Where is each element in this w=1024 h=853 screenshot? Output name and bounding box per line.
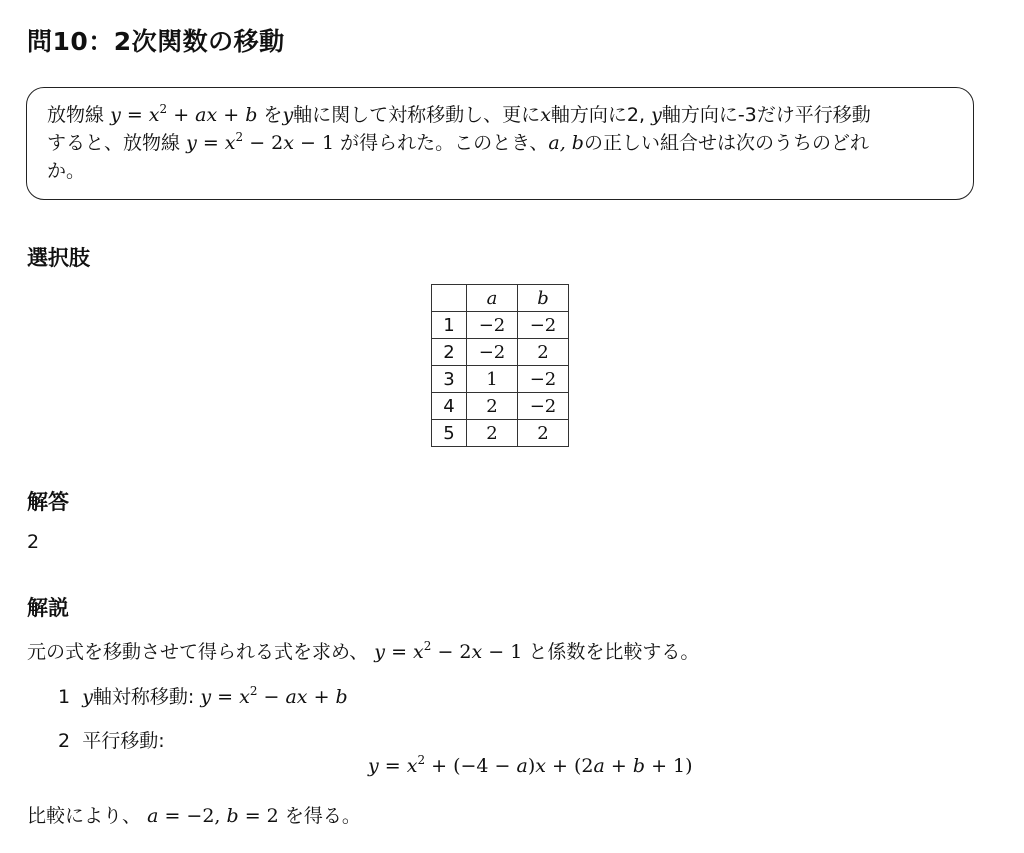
choice-number: 5 (432, 420, 467, 447)
problem-text: を (263, 104, 283, 126)
step-number: 1 (58, 686, 71, 708)
problem-text: 放物線 (47, 104, 105, 126)
choice-number: 1 (432, 312, 467, 339)
choice-a: 2 (467, 393, 518, 420)
table-row (432, 420, 569, 447)
step-text: 軸対称移動: (92, 686, 195, 708)
problem-math: $y = x^2$ + ax + b (110, 102, 258, 126)
step-math-var: y (82, 686, 93, 708)
explanation-text: 比較により、 (27, 805, 142, 827)
table-row (432, 339, 569, 366)
problem-text: が得られた。このとき、 (340, 132, 549, 154)
choice-b: −2 (518, 366, 569, 393)
choice-number: 4 (432, 393, 467, 420)
choice-b: 2 (518, 420, 569, 447)
answer-value: 2 (27, 531, 40, 553)
choice-b: 2 (518, 339, 569, 366)
choice-a: 2 (467, 420, 518, 447)
explanation-math: $y = x^2 - 2x - 1$ (374, 639, 523, 663)
step-text: 平行移動: (82, 730, 165, 752)
step-number: 2 (58, 730, 71, 752)
problem-text: か。 (47, 160, 86, 182)
problem-text: の正しい組合せは次のうちのどれ (583, 132, 869, 154)
table-header-row (432, 285, 569, 312)
problem-box (26, 87, 974, 200)
table-row (432, 312, 569, 339)
step-1 (58, 682, 348, 709)
explanation-heading: 解説 (27, 596, 69, 620)
problem-line-2 (47, 129, 957, 157)
table-row (432, 366, 569, 393)
table-header-cell: a (467, 285, 518, 312)
choice-b: −2 (518, 393, 569, 420)
problem-math: y (651, 104, 662, 126)
problem-text: 軸方向に-3だけ平行移動 (661, 104, 871, 126)
explanation-conclusion (27, 801, 361, 828)
explanation-text: を得る。 (284, 805, 361, 827)
choice-a: −2 (467, 312, 518, 339)
table-row (432, 393, 569, 420)
explanation-text: と係数を比較する。 (528, 641, 700, 663)
choices-heading: 選択肢 (27, 246, 90, 270)
problem-line-3 (47, 157, 957, 185)
step-2-equation: $y = x^2 + (-4 - a)x + (2a + b + 1)$ (368, 753, 693, 777)
problem-line-1 (47, 101, 957, 129)
step-math: $y = x^2$ − ax + b (200, 684, 348, 708)
explanation-intro (27, 637, 699, 664)
problem-text: 軸方向に2, (550, 104, 646, 126)
explanation-math: a = −2, b = 2 (147, 805, 279, 827)
problem-text: 軸に関して対称移動し、更に (293, 104, 541, 126)
choices-table (431, 284, 569, 447)
choice-a: −2 (467, 339, 518, 366)
problem-math: $y = x^2 - 2x - 1$ (186, 130, 335, 154)
problem-math: y (282, 104, 294, 126)
table-header-cell: b (518, 285, 569, 312)
table-header-cell (432, 285, 467, 312)
problem-math: x (540, 104, 551, 126)
choice-number: 3 (432, 366, 467, 393)
choice-a: 1 (467, 366, 518, 393)
step-2 (58, 726, 165, 753)
problem-text: すると、放物線 (47, 132, 181, 154)
answer-heading: 解答 (27, 490, 69, 514)
explanation-text: 元の式を移動させて得られる式を求め、 (27, 641, 369, 663)
choice-b: −2 (518, 312, 569, 339)
page-title: 問10：2次関数の移動 (27, 27, 285, 56)
problem-math: a, b (548, 132, 584, 154)
choice-number: 2 (432, 339, 467, 366)
